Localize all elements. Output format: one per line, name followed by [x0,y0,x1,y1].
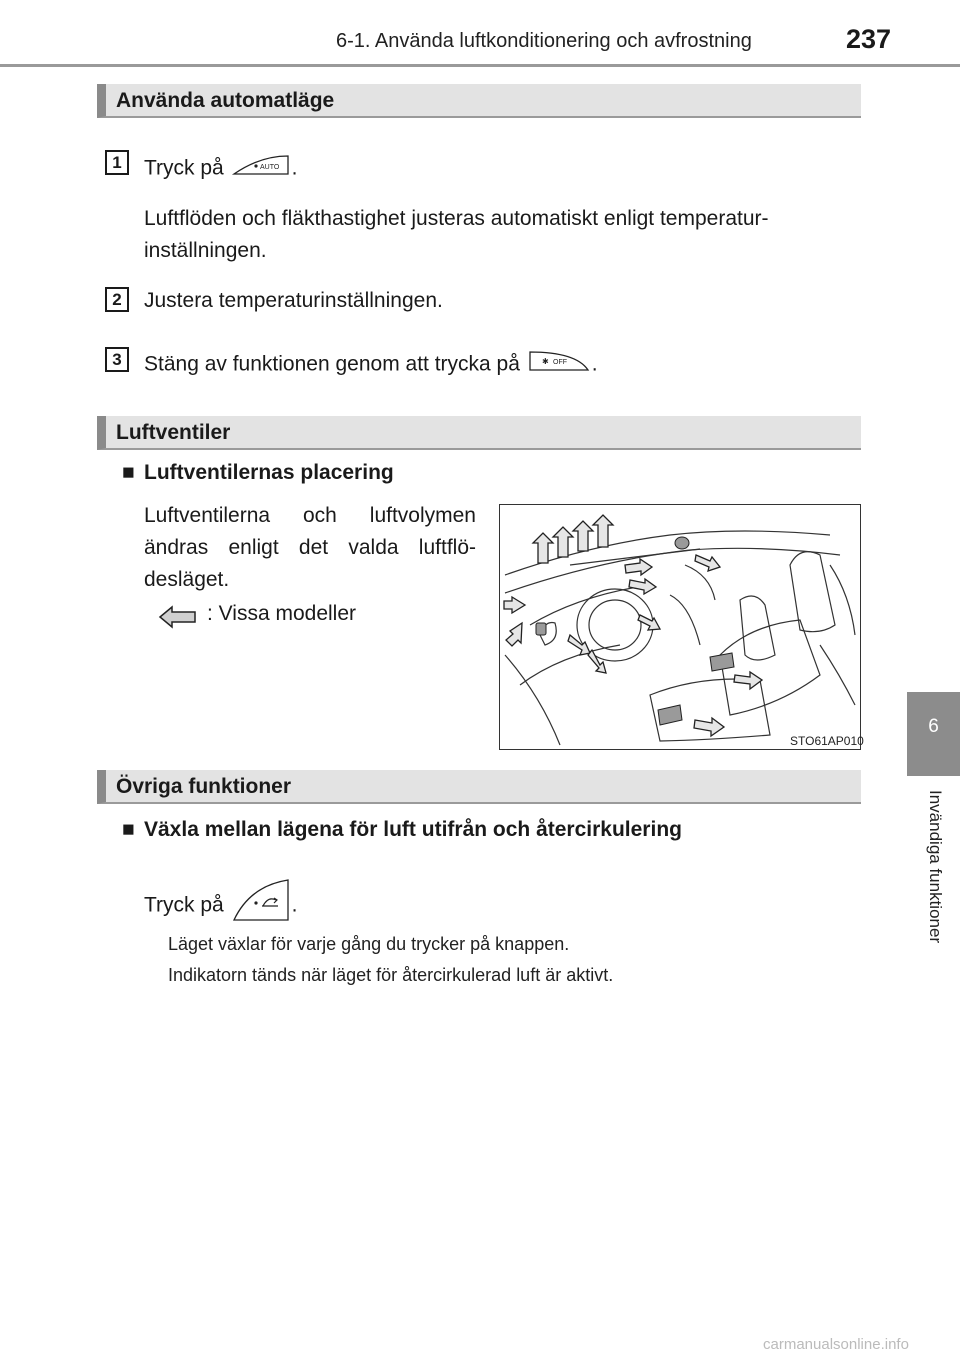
recirculation-instruction: Tryck på . [144,876,297,936]
bullet-square: ■ [122,461,135,484]
vents-description: Luftventilerna och luftvolymen ändras enligt det valda luftflö- desläget. [144,504,476,591]
vent-location-illustration [499,504,861,750]
step-number: 1 [105,150,129,175]
legend-text: : Vissa modeller [207,602,357,625]
vent-arrow-icon [158,604,198,635]
step-2-instruction: Justera temperaturinställningen. [144,289,443,312]
chapter-title: Invändiga funktioner [926,790,945,944]
auto-button-icon [230,150,292,188]
step-text: Tryck på [144,156,224,180]
chapter-number: 6 [928,716,939,737]
note-line: Läget växlar för varje gång du trycker på knappen. [168,934,570,954]
step-3-instruction: Stäng av funktionen genom att trycka på ✱ OFF . [144,346,598,384]
off-button-icon [526,346,592,384]
watermark: carmanualsonline.info [763,1336,909,1353]
step-number: 2 [105,287,129,312]
step-1-detail: Luftflöden och fläkthastighet justeras automatiskt enligt temperatur-inställningen. [144,207,769,262]
section-header-automatic [97,84,861,118]
bullet-square: ■ [122,818,135,841]
page-number: 237 [846,24,892,54]
off-button-label: OFF [552,359,567,366]
step-1-instruction: Tryck på AUTO . [144,150,297,188]
section-title: Luftventiler [116,421,231,444]
section-title: Övriga funktioner [116,775,292,798]
note-line: Indikatorn tänds när läget för återcirkulerad luft är aktivt. [168,965,614,985]
auto-button-label: AUTO [259,164,279,171]
svg-text:✱: ✱ [541,357,549,366]
section-header-vents [97,416,861,450]
section-title: Använda automatläge [116,89,335,112]
step-number: 3 [105,347,129,372]
subheading-vent-locations: Luftventilernas placering [144,461,394,484]
subheading-recirculation: Växla mellan lägena för luft utifrån och återcirkulering [144,818,682,841]
figure-code: STO61AP010 [790,734,864,748]
recirculation-button-icon [230,876,292,936]
running-header-title: 6-1. Använda luftkonditionering och avfrostning [336,30,752,52]
section-header-other [97,770,861,804]
header-rule [0,64,960,67]
